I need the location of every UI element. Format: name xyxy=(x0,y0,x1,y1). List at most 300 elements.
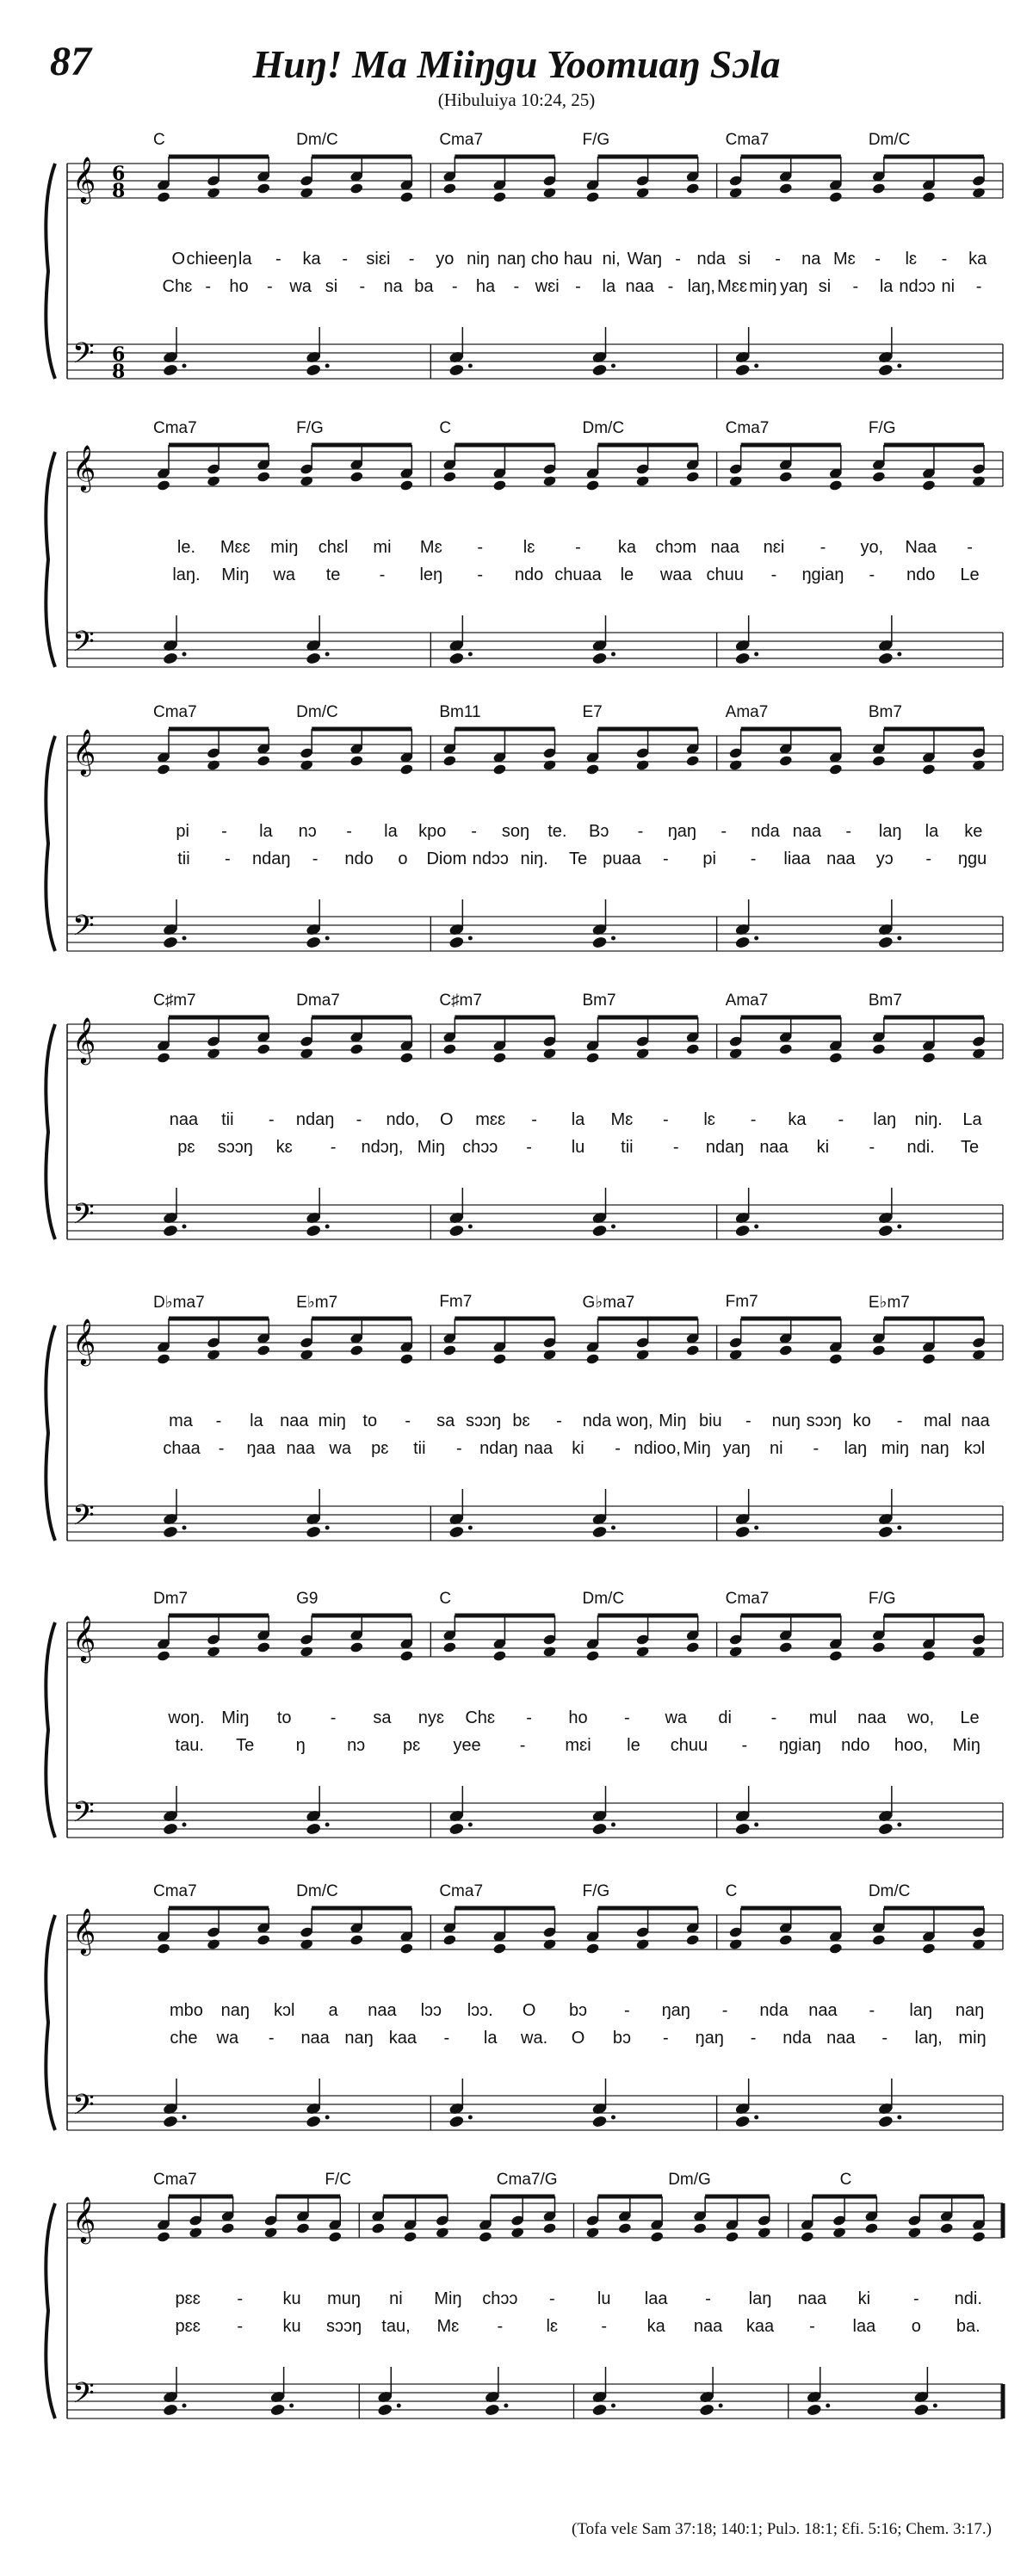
music-system xyxy=(0,701,1033,994)
lyric-verse-2: miŋ xyxy=(749,277,777,296)
note-head xyxy=(725,2231,739,2243)
lyric-verse-2: - xyxy=(852,277,859,296)
note-head xyxy=(542,1646,557,1658)
lyric-verse-2: miŋ xyxy=(958,2029,987,2048)
note-head xyxy=(442,1043,457,1055)
music-system xyxy=(0,2169,1033,2462)
note-head xyxy=(972,1646,987,1658)
lyric-verse-2: miŋ xyxy=(881,1439,909,1458)
note-head xyxy=(542,759,557,771)
lyric-verse-1: mɛɛ xyxy=(475,1110,506,1129)
lyric-verse-2: pɛ xyxy=(177,1138,195,1157)
lyric-verse-2: Chɛ xyxy=(162,277,193,296)
note-head xyxy=(693,2222,708,2234)
lyric-verse-2: wɛi xyxy=(535,277,560,296)
note-dot xyxy=(325,652,330,657)
lyric-verse-1: Mɛ xyxy=(833,250,856,269)
lyric-verse-1: la xyxy=(259,822,273,841)
lyric-verse-1: chieeŋ xyxy=(186,250,238,269)
bass-note-head xyxy=(163,1224,179,1238)
note-dot xyxy=(325,1526,330,1530)
chord-symbol: Cma7 xyxy=(153,2171,197,2189)
lyric-verse-1: naa xyxy=(857,1708,887,1727)
lyric-verse-2: - xyxy=(869,1138,875,1157)
chord-symbol: F/G xyxy=(582,1882,610,1900)
note-dot xyxy=(611,1225,615,1229)
note-head xyxy=(157,1052,171,1064)
note-dot xyxy=(182,1526,187,1530)
lyric-verse-2: ŋ xyxy=(295,1736,306,1755)
lyric-verse-2: ba. xyxy=(956,2317,980,2336)
footer-references: (Tofa velɛ Sam 37:18; 140:1; Pulɔ. 18:1; Ɛfi. 5:16; Chem. 3:17.) xyxy=(572,2520,992,2538)
note-head xyxy=(207,1938,221,1950)
note-head xyxy=(585,1353,600,1365)
lyric-verse-2: naŋ xyxy=(344,2029,374,2048)
note-head xyxy=(442,1344,457,1356)
lyric-verse-2: chɔɔ xyxy=(462,1138,498,1157)
note-head xyxy=(189,2227,203,2239)
treble-clef-icon: 𝄞 xyxy=(72,444,96,491)
note-dot xyxy=(611,936,615,941)
music-system xyxy=(0,990,1033,1282)
note-head xyxy=(635,1646,650,1658)
lyric-verse-1: ni xyxy=(389,2289,403,2308)
note-head xyxy=(618,2222,633,2234)
lyric-verse-1: wo, xyxy=(907,1708,935,1727)
lyric-verse-2: nɔ xyxy=(347,1736,366,1755)
chord-symbol: Dm/C xyxy=(868,1882,911,1900)
note-head xyxy=(685,471,700,483)
hymn-title: Huŋ! Ma Miiŋgu Yoomuaŋ Sɔla xyxy=(252,42,781,86)
lyric-verse-2: tii xyxy=(621,1138,634,1157)
lyric-verse-2: che xyxy=(170,2029,198,2048)
chord-symbol: Bm7 xyxy=(582,991,616,1010)
lyric-verse-1: - xyxy=(275,250,281,269)
note-head xyxy=(479,2231,493,2243)
bass-note-head xyxy=(448,363,465,377)
lyric-verse-2: ŋgu xyxy=(957,849,987,868)
note-head xyxy=(542,1047,557,1059)
lyric-verse-2: yaŋ xyxy=(780,277,808,296)
lyric-verse-2: wa xyxy=(329,1439,351,1458)
lyric-verse-1: ki xyxy=(857,2289,871,2308)
lyric-verse-2: pi xyxy=(702,849,716,868)
lyric-verse-2: ŋaa xyxy=(246,1439,275,1458)
note-head xyxy=(157,2231,171,2243)
note-head xyxy=(635,187,650,199)
lyric-verse-1: pi xyxy=(176,822,189,841)
note-head xyxy=(442,755,457,767)
note-head xyxy=(778,182,793,195)
lyric-verse-1: soŋ xyxy=(501,822,530,841)
lyric-verse-1: naa xyxy=(280,1412,309,1430)
lyric-verse-1: - xyxy=(405,1412,411,1430)
lyric-verse-2: kɛ xyxy=(275,1138,293,1157)
lyric-verse-1: yo xyxy=(436,250,455,269)
note-head xyxy=(922,1353,937,1365)
bass-note-head xyxy=(877,652,894,665)
lyric-verse-2: pɛ xyxy=(402,1736,421,1755)
chord-symbol: Cma7 xyxy=(153,703,197,721)
note-head xyxy=(972,1349,987,1361)
lyric-verse-1: naŋ xyxy=(955,2001,985,2020)
note-head xyxy=(728,475,743,487)
note-head xyxy=(207,475,221,487)
lyric-verse-1: lu xyxy=(597,2289,611,2308)
note-head xyxy=(829,1650,844,1662)
lyric-verse-1: - xyxy=(356,1110,362,1129)
lyric-verse-2: si xyxy=(325,277,338,296)
lyric-verse-1: - xyxy=(745,1412,752,1430)
note-head xyxy=(492,1353,507,1365)
note-head xyxy=(510,2227,525,2239)
chord-symbol: D♭ma7 xyxy=(153,1294,205,1312)
note-head xyxy=(349,1344,364,1356)
lyric-verse-2: ni xyxy=(941,277,956,296)
note-head xyxy=(685,1043,700,1055)
note-head xyxy=(399,191,414,203)
bass-note-head xyxy=(913,2403,930,2417)
system-brace xyxy=(46,164,55,379)
note-head xyxy=(300,1646,314,1658)
chord-symbol: Dm/C xyxy=(582,419,625,437)
lyric-verse-2: - xyxy=(359,277,366,296)
chord-symbol: Cma7 xyxy=(153,419,197,437)
lyric-verse-2: chuu xyxy=(670,1736,708,1755)
chord-symbol: Dm7 xyxy=(153,1590,189,1608)
lyric-verse-1: naa xyxy=(797,2289,827,2308)
staff-graphic xyxy=(0,701,1033,994)
lyric-verse-2: laŋ. xyxy=(172,565,201,584)
bass-note-head xyxy=(448,1525,465,1539)
note-dot xyxy=(325,1225,330,1229)
chord-symbol: Dma7 xyxy=(296,991,340,1010)
bass-note-head xyxy=(448,1822,465,1836)
note-head xyxy=(300,1047,314,1059)
note-head xyxy=(157,1943,171,1955)
lyric-verse-2: Te xyxy=(960,1138,980,1157)
bass-note-head xyxy=(591,652,608,665)
note-head xyxy=(296,2222,311,2234)
lyric-verse-2: - xyxy=(526,1138,532,1157)
note-dot xyxy=(504,2404,508,2408)
note-head xyxy=(922,763,937,775)
note-dot xyxy=(325,364,330,368)
note-head xyxy=(829,479,844,491)
chord-symbol: Bm7 xyxy=(868,703,902,721)
lyric-verse-2: ndo xyxy=(841,1736,870,1755)
note-head xyxy=(492,479,507,491)
bass-note-head xyxy=(377,2403,393,2417)
note-head xyxy=(757,2227,771,2239)
lyric-verse-2: - xyxy=(770,565,777,584)
lyric-verse-2: laŋ, xyxy=(687,277,715,296)
lyric-verse-1: bɛ xyxy=(512,1412,530,1430)
lyric-verse-1: O xyxy=(522,2001,536,2020)
bass-clef-icon: 𝄢 xyxy=(72,1198,95,1238)
lyric-verse-1: laŋ xyxy=(909,2001,933,2020)
treble-clef-icon: 𝄞 xyxy=(72,728,96,775)
lyric-verse-2: tau. xyxy=(175,1736,204,1755)
lyric-verse-1: ndo, xyxy=(386,1110,420,1129)
lyric-verse-1: - xyxy=(268,1110,275,1129)
note-dot xyxy=(182,1225,187,1229)
lyric-verse-2: puaa xyxy=(603,849,641,868)
note-dot xyxy=(182,364,187,368)
lyric-verse-1: Mɛ xyxy=(610,1110,634,1129)
note-dot xyxy=(754,1225,758,1229)
lyric-verse-1: to xyxy=(276,1708,292,1727)
lyric-verse-1: - xyxy=(775,250,781,269)
bass-clef-icon: 𝄢 xyxy=(72,1499,95,1539)
chord-symbol: F/C xyxy=(325,2171,351,2189)
chord-symbol: Ama7 xyxy=(725,703,769,721)
lyric-verse-2: - xyxy=(667,277,674,296)
scripture-reference: (Hibuluiya 10:24, 25) xyxy=(437,90,596,110)
lyric-verse-1: - xyxy=(330,1708,337,1727)
bass-note-head xyxy=(306,1224,322,1238)
lyric-verse-2: niŋ. xyxy=(520,849,548,868)
lyric-verse-2: - xyxy=(925,849,931,868)
note-head xyxy=(157,763,171,775)
system-brace xyxy=(46,736,55,951)
lyric-verse-1: Miŋ xyxy=(221,1708,250,1727)
treble-clef-icon: 𝄞 xyxy=(72,1016,96,1063)
lyric-verse-2: Miŋ xyxy=(417,1138,445,1157)
note-head xyxy=(257,755,271,767)
note-dot xyxy=(754,1526,758,1530)
note-head xyxy=(492,1943,507,1955)
note-head xyxy=(728,1938,743,1950)
bass-note-head xyxy=(591,2115,608,2128)
lyric-verse-2: - xyxy=(443,2029,450,2048)
bass-note-head xyxy=(734,2115,751,2128)
lyric-verse-1: Mɛ xyxy=(419,538,442,557)
lyric-verse-2: waa xyxy=(659,565,692,584)
bass-note-head xyxy=(163,652,179,665)
chord-symbol: C xyxy=(439,419,452,437)
lyric-verse-2: - xyxy=(672,1138,679,1157)
lyric-verse-1: ma xyxy=(169,1412,193,1430)
lyric-verse-2: - xyxy=(330,1138,337,1157)
lyric-verse-2: - xyxy=(205,277,212,296)
lyric-verse-1: chɛl xyxy=(318,538,349,557)
lyric-verse-2: ndo xyxy=(514,565,544,584)
note-dot xyxy=(611,1526,615,1530)
lyric-verse-1: chɔm xyxy=(655,538,697,557)
note-head xyxy=(922,1943,937,1955)
lyric-verse-2: ho xyxy=(229,277,249,296)
note-dot xyxy=(611,364,615,368)
lyric-verse-2: le xyxy=(627,1736,640,1755)
lyric-verse-1: la xyxy=(925,822,939,841)
lyric-verse-2: yaŋ xyxy=(722,1439,751,1458)
lyric-verse-1: mul xyxy=(808,1708,838,1727)
lyric-verse-1: ndaŋ xyxy=(295,1110,335,1129)
lyric-verse-1: niŋ xyxy=(467,250,490,269)
note-head xyxy=(300,1938,314,1950)
lyric-verse-2: Le xyxy=(960,565,980,584)
bass-note-head xyxy=(734,1224,751,1238)
system-brace xyxy=(46,2203,55,2418)
lyric-verse-2: chuu xyxy=(706,565,744,584)
lyric-verse-1: ko xyxy=(852,1412,871,1430)
lyric-verse-1: lɛ xyxy=(523,538,535,557)
bass-note-head xyxy=(699,2403,715,2417)
chord-symbol: F/G xyxy=(582,131,610,149)
lyric-verse-2: lɛ xyxy=(546,2317,559,2336)
lyric-verse-1: - xyxy=(471,822,477,841)
note-head xyxy=(872,1641,887,1653)
lyric-verse-1: Bɔ xyxy=(589,822,609,841)
note-head xyxy=(972,2231,987,2243)
lyric-verse-2: O xyxy=(571,2029,585,2048)
lyric-verse-2: la xyxy=(602,277,616,296)
note-dot xyxy=(754,2116,758,2120)
lyric-verse-1: ŋaŋ xyxy=(667,822,697,841)
bass-note-head xyxy=(269,2403,286,2417)
lyric-verse-2: - xyxy=(519,1736,526,1755)
lyric-verse-1: naa xyxy=(169,1110,199,1129)
bass-clef-icon: 𝄢 xyxy=(72,626,95,665)
bass-note-head xyxy=(448,652,465,665)
note-head xyxy=(257,1043,271,1055)
note-dot xyxy=(468,936,473,941)
bass-note-head xyxy=(163,1525,179,1539)
note-head xyxy=(778,755,793,767)
note-head xyxy=(778,1641,793,1653)
note-head xyxy=(685,1344,700,1356)
note-head xyxy=(864,2222,879,2234)
lyric-verse-2: si xyxy=(818,277,832,296)
note-dot xyxy=(754,364,758,368)
lyric-verse-1: na xyxy=(801,250,821,269)
lyric-verse-1: miŋ xyxy=(318,1412,346,1430)
lyric-verse-1: siɛi xyxy=(366,250,391,269)
system-brace xyxy=(46,1622,55,1838)
bass-note-head xyxy=(734,1822,751,1836)
lyric-verse-1: wa xyxy=(665,1708,688,1727)
lyric-verse-1: le. xyxy=(176,538,195,557)
lyric-verse-1: woŋ. xyxy=(168,1708,205,1727)
lyric-verse-1: te. xyxy=(547,822,567,841)
lyric-verse-1: kɔl xyxy=(273,2001,295,2020)
note-head xyxy=(403,2231,418,2243)
note-head xyxy=(300,187,314,199)
lyric-verse-2: naa xyxy=(625,277,654,296)
lyric-verse-1: ho xyxy=(568,1708,588,1727)
note-head xyxy=(685,1641,700,1653)
lyric-verse-1: - xyxy=(637,822,644,841)
lyric-verse-2: tii xyxy=(413,1439,426,1458)
note-head xyxy=(207,187,221,199)
chord-symbol: Fm7 xyxy=(725,1293,758,1311)
lyric-verse-2: sɔɔŋ xyxy=(217,1138,253,1157)
lyric-verse-1: laŋ xyxy=(873,1110,897,1129)
note-head xyxy=(542,1349,557,1361)
treble-clef-icon: 𝄞 xyxy=(72,1615,96,1661)
note-head xyxy=(349,755,364,767)
lyric-verse-1: - xyxy=(838,1110,844,1129)
bass-note-head xyxy=(877,1822,894,1836)
lyric-verse-1: - xyxy=(845,822,852,841)
lyric-verse-1: ku xyxy=(282,2289,301,2308)
note-head xyxy=(257,1344,271,1356)
lyric-verse-1: a xyxy=(328,2001,338,2020)
lyric-verse-2: - xyxy=(497,2317,504,2336)
note-head xyxy=(635,475,650,487)
bass-note-head xyxy=(448,936,465,949)
lyric-verse-2: - xyxy=(975,277,982,296)
lyric-verse-1: di xyxy=(718,1708,732,1727)
note-head xyxy=(492,763,507,775)
music-system xyxy=(0,1588,1033,1881)
chord-symbol: Bm7 xyxy=(868,991,902,1010)
staff-graphic xyxy=(0,1291,1033,1584)
lyric-verse-2: - xyxy=(813,1439,820,1458)
lyric-verse-2: ku xyxy=(282,2317,301,2336)
lyric-verse-1: lɔɔ xyxy=(420,2001,442,2020)
lyric-verse-2: la xyxy=(483,2029,498,2048)
chord-symbol: C♯m7 xyxy=(153,991,196,1010)
chord-symbol: C♯m7 xyxy=(439,991,482,1010)
note-head xyxy=(800,2231,814,2243)
note-head xyxy=(685,1934,700,1946)
lyric-verse-1: - xyxy=(913,2289,919,2308)
lyric-verse-2: laŋ, xyxy=(914,2029,943,2048)
lyric-verse-2: liaa xyxy=(783,849,811,868)
note-head xyxy=(442,471,457,483)
note-head xyxy=(399,479,414,491)
note-dot xyxy=(182,936,187,941)
chord-symbol: F/G xyxy=(296,419,324,437)
lyric-verse-2: tii xyxy=(177,849,190,868)
note-head xyxy=(872,182,887,195)
chord-symbol: Dm/G xyxy=(668,2171,711,2189)
lyric-verse-1: sa xyxy=(436,1412,455,1430)
chord-symbol: C xyxy=(153,131,165,149)
note-head xyxy=(585,763,600,775)
lyric-verse-1: naŋ xyxy=(497,250,526,269)
note-head xyxy=(907,2227,922,2239)
note-dot xyxy=(897,364,901,368)
lyric-verse-2: wa xyxy=(216,2029,239,2048)
note-head xyxy=(399,1052,414,1064)
note-dot xyxy=(289,2404,294,2408)
lyric-verse-2: - xyxy=(218,1439,225,1458)
note-head xyxy=(157,1650,171,1662)
lyric-verse-1: - xyxy=(705,2289,711,2308)
time-signature-bottom: 8 xyxy=(112,180,126,202)
note-dot xyxy=(468,364,473,368)
note-head xyxy=(207,1349,221,1361)
bass-note-head xyxy=(163,2403,179,2417)
chord-symbol: Dm/C xyxy=(868,131,911,149)
lyric-verse-2: ndo xyxy=(906,565,936,584)
note-dot xyxy=(397,2404,401,2408)
note-head xyxy=(585,1052,600,1064)
lyric-verse-2: lu xyxy=(571,1138,585,1157)
lyric-verse-1: laŋ xyxy=(748,2289,772,2308)
note-dot xyxy=(468,1823,473,1827)
note-head xyxy=(257,182,271,195)
lyric-verse-1: - xyxy=(477,538,484,557)
bass-note-head xyxy=(163,936,179,949)
lyric-verse-1: ni, xyxy=(602,250,621,269)
lyric-verse-1: lɛ xyxy=(703,1110,715,1129)
lyric-verse-1: ka xyxy=(968,250,987,269)
note-head xyxy=(542,187,557,199)
